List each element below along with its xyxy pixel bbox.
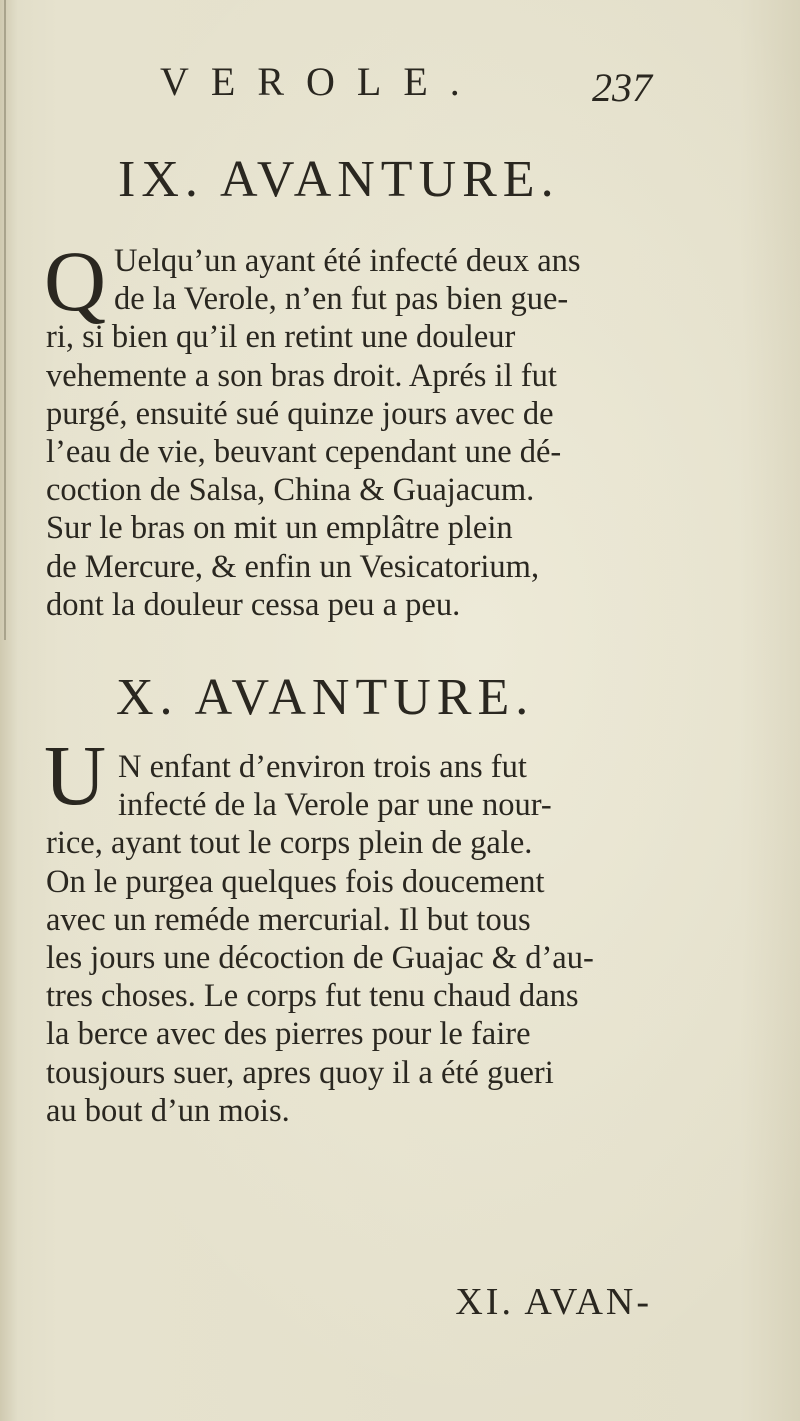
section-heading-ix: IX. AVANTURE. bbox=[118, 151, 560, 208]
text-line: de la Verole, n’en fut pas bien gue- bbox=[114, 281, 569, 318]
section-heading-x: X. AVANTURE. bbox=[116, 669, 535, 726]
text-line: Uelqu’un ayant été infecté deux ans bbox=[114, 243, 581, 279]
text-line: On le purgea quelques fois doucement bbox=[46, 863, 545, 900]
paragraph-ix bbox=[46, 242, 654, 624]
text-line: vehemente a son bras droit. Aprés il fut bbox=[46, 357, 557, 394]
text-line: l’eau de vie, beuvant cependant une dé- bbox=[46, 434, 562, 471]
gutter-edge bbox=[4, 0, 6, 640]
text-line: tousjours suer, apres quoy il a été gueri bbox=[46, 1054, 554, 1091]
drop-cap-q: Q bbox=[44, 233, 107, 329]
running-head bbox=[160, 58, 660, 118]
text-line: purgé, ensuité sué quinze jours avec de bbox=[46, 395, 554, 432]
catchword: XI. AVAN- bbox=[455, 1281, 652, 1323]
text-line: Sur le bras on mit un emplâtre plein bbox=[46, 510, 513, 547]
text-line: tres choses. Le corps fut tenu chaud dans bbox=[46, 978, 579, 1015]
text-line: coction de Salsa, China & Guajacum. bbox=[46, 472, 535, 509]
text-line: avec un reméde mercurial. Il but tous bbox=[46, 901, 531, 938]
text-line: rice, ayant tout le corps plein de gale. bbox=[46, 825, 533, 862]
text-line: N enfant d’environ trois ans fut bbox=[118, 749, 527, 785]
text-line: au bout d’un mois. bbox=[46, 1092, 290, 1129]
text-line: les jours une décoction de Guajac & d’au- bbox=[46, 940, 594, 977]
text-line: dont la douleur cessa peu a peu. bbox=[46, 586, 461, 623]
text-line: la berce avec des pierres pour le faire bbox=[46, 1016, 531, 1053]
text-line: ri, si bien qu’il en retint une douleur bbox=[46, 319, 516, 356]
text-line: infecté de la Verole par une nour- bbox=[118, 787, 552, 824]
drop-cap-u: U bbox=[44, 727, 107, 823]
paragraph-x bbox=[46, 748, 654, 1130]
page-number: 237 bbox=[592, 65, 652, 110]
running-title: VEROLE. bbox=[160, 59, 482, 104]
text-line: de Mercure, & enfin un Vesicatorium, bbox=[46, 548, 540, 585]
